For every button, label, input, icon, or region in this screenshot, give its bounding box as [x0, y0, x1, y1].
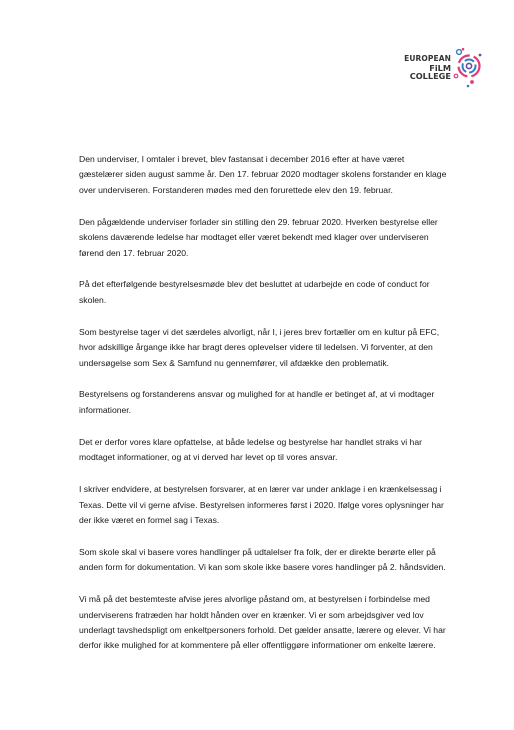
logo-line-2: FiLM COLLEGE: [409, 63, 451, 82]
paragraph-1: Den underviser, I omtaler i brevet, blev fastansat i december 2016 efter at have været gæstelærer siden august samme år. Den 17. februar 2020 modtager skolens forstander en klage over underviseren. Forstanderen mødes med den forurettede elev den 19. februar.: [79, 154, 447, 195]
paragraph-4: Som bestyrelse tager vi det særdeles alvorligt, når I, i jeres brev fortæller om en kultur på EFC, hvor adskillige årgange ikke har bragt deres oplevelser videre til ledelsen. Vi forventer, at den undersøgelse som Sex & Samfund nu gennemfører, vil afdække den problematik.: [79, 326, 440, 368]
paragraph-6: Det er derfor vores klare opfattelse, at både ledelse og bestyrelse har handlet straks vi har modtaget informationer, og at vi derved har levet op til vores ansvar.: [79, 436, 422, 463]
paragraph-2: Den pågældende underviser forlader sin stilling den 29. februar 2020. Hverken bestyrelse eller skolens daværende ledelse har modtaget eller været bekendt med klager over underviseren førend den 17. februar 2020.: [79, 216, 438, 258]
european-film-college-logo: [396, 46, 488, 90]
paragraph-9: Vi må på det bestemteste afvise jeres alvorlige påstand om, at bestyrelsen i forbindelse med underviserens fratræden har holdt hånden over en krænker. Vi er som arbejdsgiver ved lov underlagt tavshedspligt om enkeltpersoners forhold. Det gælder ansatte, lærere og elever. Vi har derfor ikke mulighed for at kommentere på eller offentliggøre informationer om enkelte lærere.: [79, 594, 446, 651]
paragraph-8: Som skole skal vi basere vores handlinger på udtalelser fra folk, der er direkte berørte eller på anden form for dokumentation. Vi kan som skole ikke basere vores handlinger på 2. håndsviden.: [79, 546, 446, 573]
logo-wordmark: [396, 55, 451, 80]
paragraph-7: I skriver endvidere, at bestyrelsen forsvarer, at en lærer var under anklage i en krænkelsessag i Texas. Dette vil vi gerne afvise. Bestyrelsen informeres først i 2020. Ifølge vores oplysninger har der ikke været en formel sag i Texas.: [79, 484, 444, 525]
paragraph-3: På det efterfølgende bestyrelsesmøde blev det besluttet at udarbejde en code of conduct for skolen.: [79, 279, 430, 305]
film-reel-rings-icon: [452, 46, 488, 90]
logo-line-1: EUROPEAN: [404, 54, 451, 63]
paragraph-5: Bestyrelsens og forstanderens ansvar og mulighed for at handle er betinget af, at vi modtager informationer.: [79, 389, 435, 415]
letter-body: [79, 152, 449, 670]
